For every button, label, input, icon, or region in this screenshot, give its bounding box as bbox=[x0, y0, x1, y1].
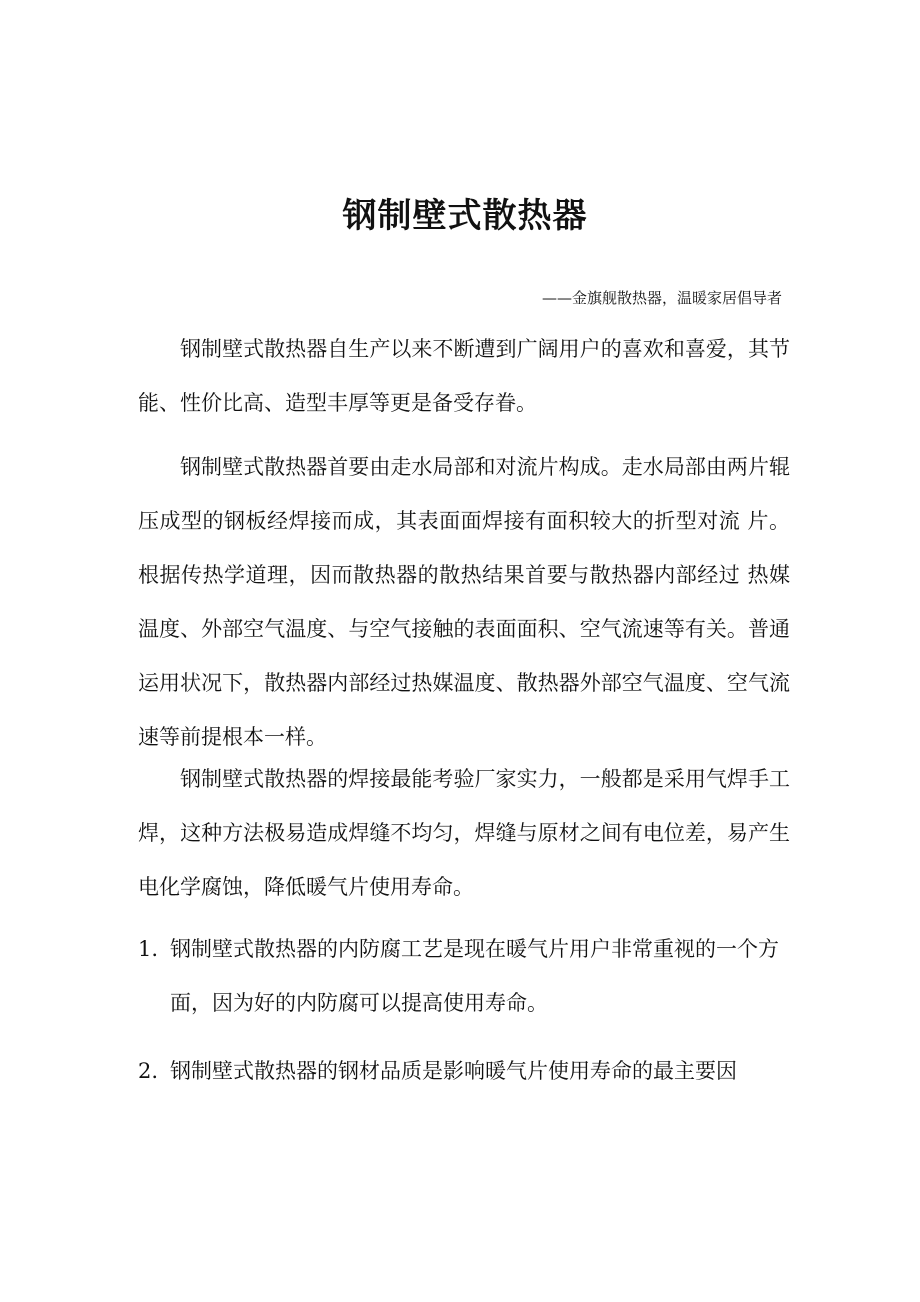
list-item-text: 钢制壁式散热器的内防腐工艺是现在暖气片用户非常重视的一个方面，因为好的内防腐可以提高使用寿命。 bbox=[170, 937, 779, 1015]
list-item bbox=[138, 922, 790, 1030]
document-subtitle: ——金旗舰散热器，温暖家居倡导者 bbox=[541, 289, 782, 307]
list-item bbox=[138, 1044, 790, 1098]
list-item-number: 2. bbox=[138, 1059, 159, 1083]
document-title: 钢制壁式散热器 bbox=[342, 196, 588, 236]
paragraph-intro: 钢制壁式散热器自生产以来不断遭到广阔用户的喜欢和喜爱，其节能、性价比高、造型丰厚等更是备受存眷。 bbox=[138, 337, 790, 415]
list-item-number: 1. bbox=[138, 937, 159, 961]
paragraph-welding: 钢制壁式散热器的焊接最能考验厂家实力，一般都是采用气焊手工焊，这种方法极易造成焊缝不均匀，焊缝与原材之间有电位差，易产生电化学腐蚀，降低暖气片使用寿命。 bbox=[138, 767, 790, 899]
list-item-text: 钢制壁式散热器的钢材品质是影响暖气片使用寿命的最主要因 bbox=[170, 1059, 737, 1083]
paragraph-structure: 钢制壁式散热器首要由走水局部和对流片构成。走水局部由两片辊压成型的钢板经焊接而成，其表面面焊接有面积较大的折型对流 片。根据传热学道理，因而散热器的散热结果首要与散热器内部经过 热媒温度、外部空气温度、与空气接触的表面面积、空气流速等有关。普通运用状况下，散热器内部经过热媒温度、散热器外部空气温度、空气流速等前提根本一样。 bbox=[138, 455, 790, 749]
